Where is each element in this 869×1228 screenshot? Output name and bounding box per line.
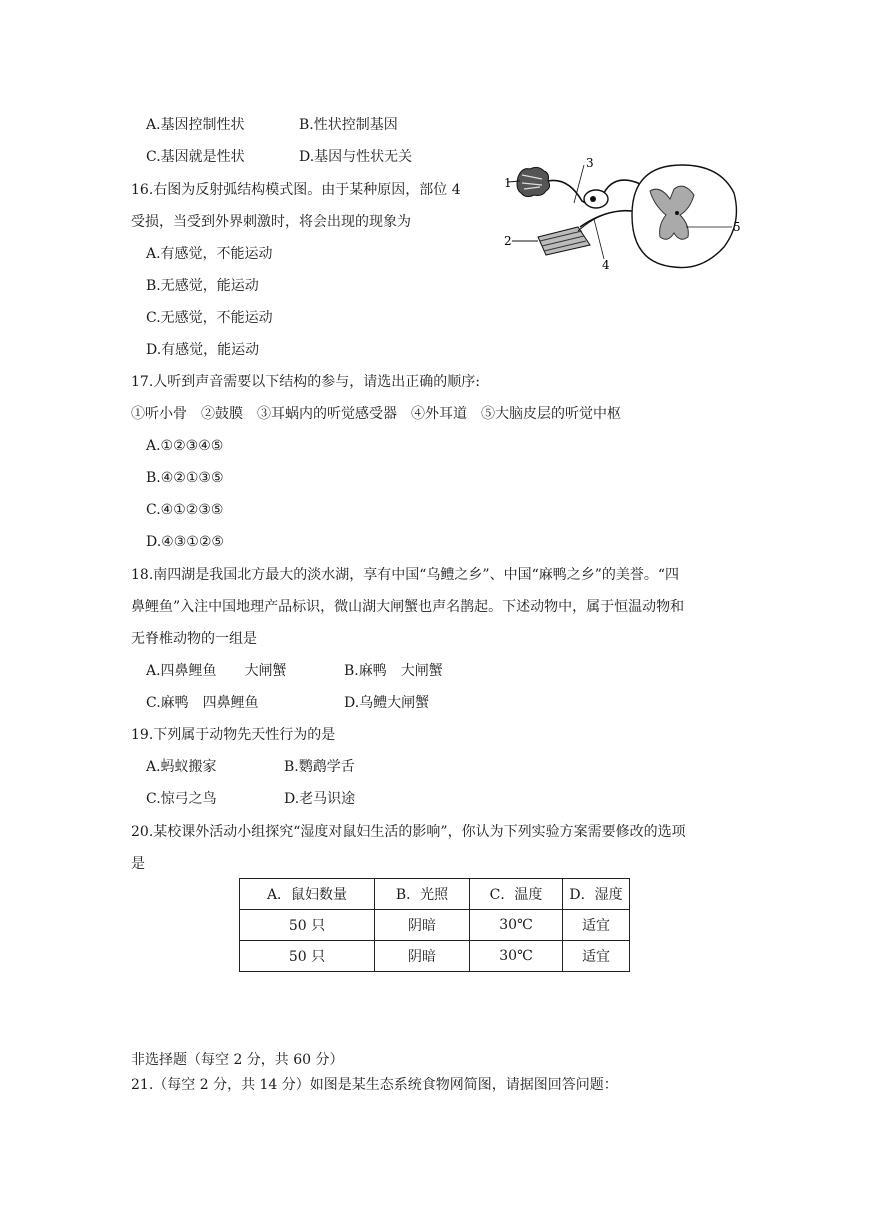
label-2: 2 (504, 234, 512, 248)
table-cell: 50 只 (240, 910, 375, 941)
q17-option-c: C.④①②③⑤ (146, 502, 224, 518)
q16-option-a: A.有感觉，不能运动 (146, 246, 273, 262)
table-cell: 阴暗 (375, 941, 470, 972)
table-cell: 阴暗 (375, 910, 470, 941)
q15-option-b: B.性状控制基因 (299, 117, 398, 133)
effector-structure (538, 227, 590, 255)
q21-stem: 21.（每空 2 分，共 14 分）如图是某生态系统食物网简图，请据图回答问题： (131, 1077, 618, 1093)
q19-stem: 19.下列属于动物先天性行为的是 (131, 727, 336, 743)
table-cell: 适宜 (563, 910, 630, 941)
reflex-arc-diagram (500, 155, 745, 275)
label-line-4 (594, 219, 604, 259)
label-3: 3 (586, 156, 594, 170)
q17-stem: 17.人听到声音需要以下结构的参与，请选出正确的顺序: (131, 374, 480, 390)
experiment-table (239, 878, 630, 972)
q16-option-b: B.无感觉，能运动 (146, 278, 259, 294)
q17-option-a: A.①②③④⑤ (146, 438, 224, 454)
table-cell: 适宜 (563, 941, 630, 972)
q17-items: ①听小骨 ②鼓膜 ③耳蜗内的听觉感受器 ④外耳道 ⑤大脑皮层的听觉中枢 (131, 406, 621, 422)
q16-stem-line-1: 16.右图为反射弧结构模式图。由于某种原因，部位 4 (131, 182, 461, 198)
section-title: 非选择题（每空 2 分，共 60 分） (131, 1052, 344, 1068)
q15-option-a: A.基因控制性状 (146, 117, 245, 133)
q18-option-b: B.麻鸭 大闸蟹 (344, 663, 443, 679)
q19-option-b: B.鹦鹉学舌 (284, 759, 355, 775)
q15-option-c: C.基因就是性状 (146, 149, 245, 165)
table-header-row (240, 879, 630, 910)
header-cell: C．温度 (470, 879, 563, 910)
q18-stem-line-3: 无脊椎动物的一组是 (131, 631, 257, 647)
header-cell: A．鼠妇数量 (240, 879, 375, 910)
q18-option-a: A.四鼻鲤鱼 大闸蟹 (146, 663, 287, 679)
table-cell: 30℃ (470, 941, 563, 972)
label-5: 5 (733, 220, 741, 234)
table-cell: 30℃ (470, 910, 563, 941)
q20-stem-line-2: 是 (131, 856, 145, 872)
label-4: 4 (602, 258, 610, 272)
spinal-cord (632, 165, 736, 268)
table-row (240, 941, 630, 972)
q16-stem-line-2: 受损，当受到外界刺激时，将会出现的现象为 (131, 214, 411, 230)
q19-option-d: D.老马识途 (284, 791, 356, 807)
header-cell: D．湿度 (563, 879, 630, 910)
header-cell: B．光照 (375, 879, 470, 910)
q18-stem-line-2: 鼻鲤鱼”入注中国地理产品标识，微山湖大闸蟹也声名鹊起。下述动物中，属于恒温动物和 (131, 599, 685, 615)
receptor-structure (517, 167, 550, 196)
q19-option-c: C.惊弓之鸟 (146, 791, 217, 807)
q17-option-b: B.④②①③⑤ (146, 470, 224, 486)
q17-option-d: D.④③①②⑤ (146, 534, 224, 550)
q18-stem-line-1: 18.南四湖是我国北方最大的淡水湖，享有中国“乌鳢之乡”、中国“麻鸭之乡”的美誉。“四 (131, 567, 680, 583)
table-row (240, 910, 630, 941)
label-1: 1 (504, 176, 512, 190)
q15-option-d: D.基因与性状无关 (299, 149, 413, 165)
q18-option-d: D.乌鳢大闸蟹 (344, 695, 430, 711)
q16-option-d: D.有感觉，能运动 (146, 342, 260, 358)
table-cell: 50 只 (240, 941, 375, 972)
q18-option-c: C.麻鸭 四鼻鲤鱼 (146, 695, 259, 711)
q20-stem-line-1: 20.某校课外活动小组探究“湿度对鼠妇生活的影响”，你认为下列实验方案需要修改的选项 (131, 824, 686, 840)
q19-option-a: A.蚂蚁搬家 (146, 759, 217, 775)
q16-option-c: C.无感觉，不能运动 (146, 310, 273, 326)
